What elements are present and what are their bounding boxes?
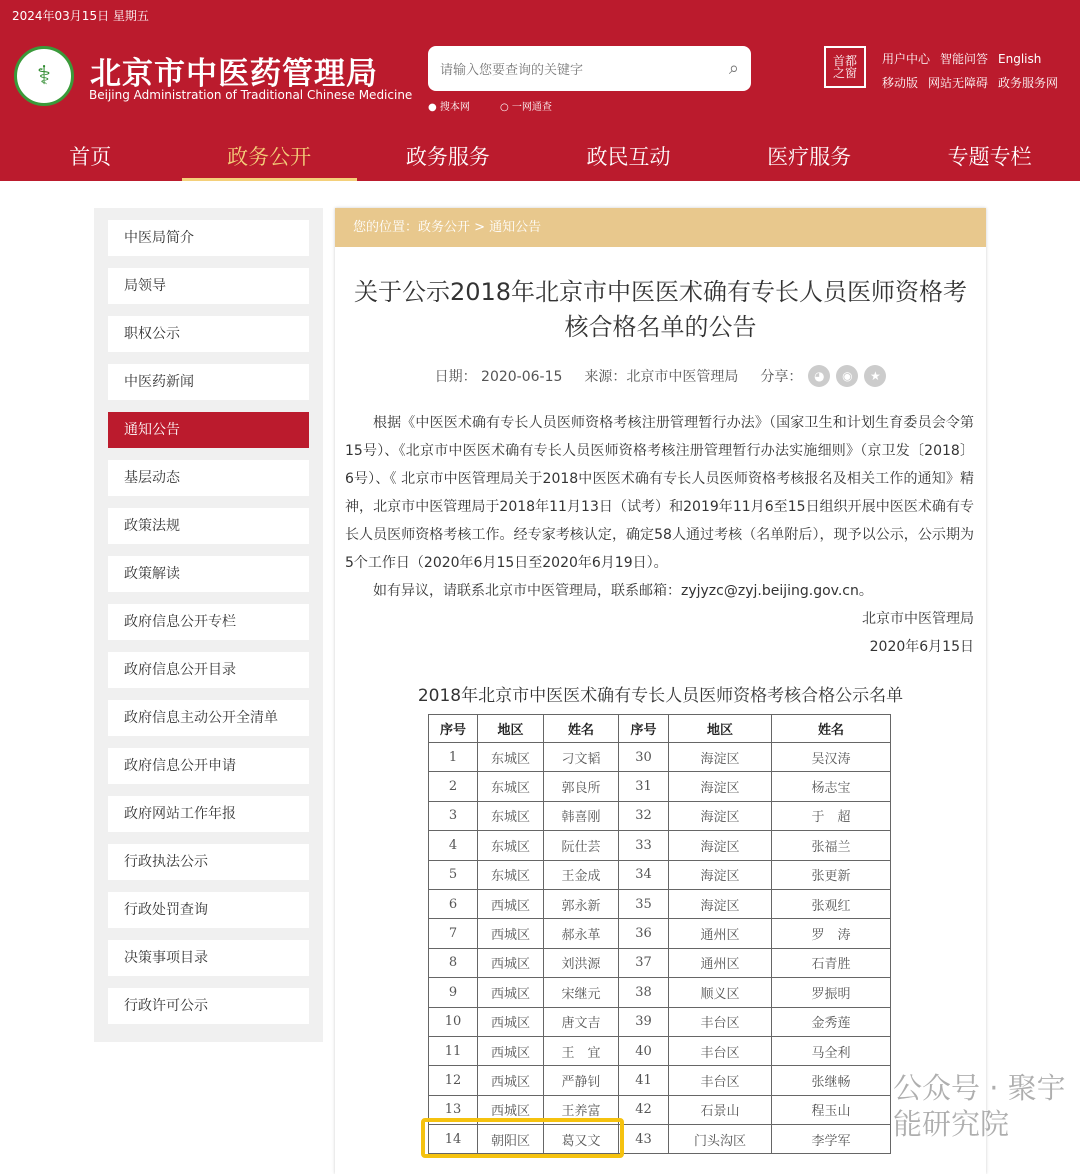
- table-cell: 丰台区: [669, 1036, 772, 1065]
- table-cell: 刘洪源: [544, 948, 619, 977]
- link-mobile[interactable]: 移动版: [882, 76, 919, 90]
- wechat-icon[interactable]: ◕: [808, 365, 830, 387]
- nav-special[interactable]: 专题专栏: [947, 145, 1032, 169]
- table-cell: 海淀区: [669, 772, 772, 801]
- favorite-icon[interactable]: ★: [864, 365, 886, 387]
- table-cell: 14: [429, 1125, 478, 1154]
- search-placeholder: 请输入您要查询的关键字: [440, 63, 584, 78]
- column-header: 序号: [429, 715, 478, 743]
- table-row: [429, 743, 891, 772]
- table-cell: 张观红: [772, 889, 891, 918]
- table-cell: 东城区: [478, 772, 544, 801]
- table-cell: 东城区: [478, 831, 544, 860]
- site-subtitle: Beijing Administration of Traditional Chinese Medicine: [89, 88, 413, 102]
- sidebar-item[interactable]: 政府信息公开专栏: [108, 604, 309, 640]
- sidebar-item[interactable]: 中医药新闻: [108, 364, 309, 400]
- table-cell: 罗 涛: [772, 919, 891, 948]
- watermark: 公众号 · 聚宇能研究院: [893, 1071, 1066, 1141]
- table-cell: 海淀区: [669, 743, 772, 772]
- table-cell: 33: [619, 831, 669, 860]
- table-cell: 罗振明: [772, 978, 891, 1007]
- nav-gov-service[interactable]: 政务服务: [405, 145, 490, 169]
- breadcrumb: 您的位置：政务公开 > 通知公告: [335, 208, 986, 247]
- radio-this-site-label: 搜本网: [439, 102, 470, 113]
- article-source: 来源：北京市中医管理局: [584, 369, 739, 385]
- table-cell: 西城区: [478, 1007, 544, 1036]
- sidebar-item[interactable]: 基层动态: [108, 460, 309, 496]
- table-cell: 5: [429, 860, 478, 889]
- table-cell: 12: [429, 1066, 478, 1095]
- tcm-logo-icon[interactable]: ⚕: [14, 46, 74, 106]
- column-header: 序号: [619, 715, 669, 743]
- sidebar-item[interactable]: 政府网站工作年报: [108, 796, 309, 832]
- table-cell: 金秀莲: [772, 1007, 891, 1036]
- header: [0, 0, 1080, 181]
- header-row: [429, 715, 891, 743]
- table-cell: 李学军: [772, 1125, 891, 1154]
- table-cell: 东城区: [478, 801, 544, 830]
- link-service[interactable]: 政务服务网: [998, 76, 1059, 90]
- table-cell: 西城区: [478, 948, 544, 977]
- table-cell: 海淀区: [669, 889, 772, 918]
- table-cell: 40: [619, 1036, 669, 1065]
- nav-interaction[interactable]: 政民互动: [586, 145, 671, 169]
- table-cell: 海淀区: [669, 831, 772, 860]
- nav-home[interactable]: 首页: [69, 145, 112, 169]
- table-cell: 郝永革: [544, 919, 619, 948]
- paragraph: 根据《中医医术确有专长人员医师资格考核注册管理暂行办法》（国家卫生和计划生育委员会令第15号）、《北京市中医医术确有专长人员医师资格考核注册管理暂行办法实施细则》（京卫发〔2018〕6号）、《 北京市中医管理局关于2018中医医术确有专长人员医师资格考核报名及相关工作的通知》精神，北京市中医管理局于2018年11月13日（试考）和2019年11月6至15日组织开展中医医术确有专长人员医师资格考核工作。经专家考核认定，确定58人通过考核（名单附后），现予以公示，公示期为5个工作日（2020年6月15日至2020年6月19日）。: [345, 415, 974, 571]
- table-cell: 海淀区: [669, 801, 772, 830]
- table-row: [429, 1125, 891, 1154]
- table-cell: 西城区: [478, 1095, 544, 1124]
- sidebar-item[interactable]: 决策事项目录: [108, 940, 309, 976]
- table-cell: 张福兰: [772, 831, 891, 860]
- table-cell: 36: [619, 919, 669, 948]
- sidebar-item[interactable]: 政策法规: [108, 508, 309, 544]
- table-cell: 7: [429, 919, 478, 948]
- column-header: 地区: [478, 715, 544, 743]
- table-row: [429, 889, 891, 918]
- table-cell: 8: [429, 948, 478, 977]
- table-cell: 西城区: [478, 978, 544, 1007]
- table-row: [429, 1007, 891, 1036]
- table-cell: 郭良所: [544, 772, 619, 801]
- table-cell: 3: [429, 801, 478, 830]
- table-cell: 郭永新: [544, 889, 619, 918]
- table-cell: 张继畅: [772, 1066, 891, 1095]
- table-cell: 顺义区: [669, 978, 772, 1007]
- nav-medical[interactable]: 医疗服务: [767, 145, 852, 169]
- table-cell: 13: [429, 1095, 478, 1124]
- table-cell: 刁文韬: [544, 743, 619, 772]
- table-cell: 严静钊: [544, 1066, 619, 1095]
- article-title: 关于公示2018年北京市中医医术确有专长人员医师资格考核合格名单的公告: [353, 278, 968, 341]
- table-cell: 宋继元: [544, 978, 619, 1007]
- table-cell: 2: [429, 772, 478, 801]
- table-cell: 41: [619, 1066, 669, 1095]
- article: [335, 208, 986, 1174]
- table-cell: 38: [619, 978, 669, 1007]
- table-cell: 西城区: [478, 1066, 544, 1095]
- signature-date: 2020年6月15日: [869, 639, 974, 655]
- table-cell: 西城区: [478, 919, 544, 948]
- table-cell: 42: [619, 1095, 669, 1124]
- table-wrapper: [428, 714, 890, 1154]
- column-header: 姓名: [772, 715, 891, 743]
- column-header: 姓名: [544, 715, 619, 743]
- sidebar-item[interactable]: 行政许可公示: [108, 988, 309, 1024]
- table-cell: 35: [619, 889, 669, 918]
- table-cell: 葛又文: [544, 1125, 619, 1154]
- table-row: [429, 831, 891, 860]
- table-cell: 通州区: [669, 919, 772, 948]
- sidebar-item[interactable]: 通知公告: [108, 412, 309, 448]
- table-cell: 通州区: [669, 948, 772, 977]
- contact-paragraph: 如有异议，请联系北京市中医管理局，联系邮箱：zyjyzc@zyj.beijing.gov.cn。: [373, 583, 873, 599]
- table-cell: 丰台区: [669, 1066, 772, 1095]
- search-icon[interactable]: ⌕: [728, 58, 739, 79]
- table-title: 2018年北京市中医医术确有专长人员医师资格考核合格公示名单: [417, 686, 904, 706]
- table-cell: 西城区: [478, 889, 544, 918]
- table-cell: 32: [619, 801, 669, 830]
- table-cell: 6: [429, 889, 478, 918]
- signature: 北京市中医管理局: [862, 611, 974, 627]
- sidebar-item[interactable]: 中医局简介: [108, 220, 309, 256]
- table-cell: 31: [619, 772, 669, 801]
- table-row: [429, 772, 891, 801]
- sidebar-item[interactable]: 政府信息公开目录: [108, 652, 309, 688]
- table-cell: 1: [429, 743, 478, 772]
- table-cell: 11: [429, 1036, 478, 1065]
- column-header: 地区: [669, 715, 772, 743]
- table-row: [429, 919, 891, 948]
- table-cell: 10: [429, 1007, 478, 1036]
- table-cell: 王养富: [544, 1095, 619, 1124]
- radio-all-sites-label: 一网通查: [511, 102, 552, 113]
- table-cell: 杨志宝: [772, 772, 891, 801]
- table-cell: 石景山: [669, 1095, 772, 1124]
- table-cell: 43: [619, 1125, 669, 1154]
- table-cell: 30: [619, 743, 669, 772]
- table-cell: 朝阳区: [478, 1125, 544, 1154]
- sidebar-item[interactable]: 政策解读: [108, 556, 309, 592]
- capital-window-logo[interactable]: 首都 之窗: [824, 46, 866, 88]
- table-cell: 石青胜: [772, 948, 891, 977]
- results-table: [428, 714, 891, 1154]
- table-cell: 9: [429, 978, 478, 1007]
- table-row: [429, 801, 891, 830]
- table-cell: 西城区: [478, 1036, 544, 1065]
- table-cell: 东城区: [478, 860, 544, 889]
- article-date: 日期： 2020-06-15: [434, 369, 563, 385]
- sidebar-item[interactable]: 职权公示: [108, 316, 309, 352]
- sidebar-item[interactable]: 局领导: [108, 268, 309, 304]
- table-row: [429, 860, 891, 889]
- link-accessibility[interactable]: 网站无障碍: [928, 76, 989, 90]
- sidebar-item[interactable]: 行政执法公示: [108, 844, 309, 880]
- table-cell: 王 宜: [544, 1036, 619, 1065]
- table-cell: 张更新: [772, 860, 891, 889]
- weibo-icon[interactable]: ◉: [836, 365, 858, 387]
- table-cell: 韩喜刚: [544, 801, 619, 830]
- site-title: 北京市中医药管理局: [90, 56, 378, 92]
- table-row: [429, 1095, 891, 1124]
- table-cell: 吴汉涛: [772, 743, 891, 772]
- radio-this-site[interactable]: ● 搜本网: [428, 102, 470, 113]
- table-cell: 丰台区: [669, 1007, 772, 1036]
- link-qa[interactable]: 智能问答: [940, 52, 989, 66]
- nav-gov-affairs[interactable]: 政务公开: [182, 133, 357, 181]
- share-label: 分享：: [760, 369, 803, 385]
- radio-all-sites[interactable]: ○ 一网通查: [500, 102, 552, 113]
- link-english[interactable]: English: [998, 52, 1042, 66]
- table-cell: 门头沟区: [669, 1125, 772, 1154]
- main-nav: [0, 133, 1080, 181]
- table-cell: 37: [619, 948, 669, 977]
- table-cell: 阮仕芸: [544, 831, 619, 860]
- sidebar-item[interactable]: 政府信息主动公开全清单: [108, 700, 309, 736]
- sidebar-item[interactable]: 政府信息公开申请: [108, 748, 309, 784]
- table-cell: 于 超: [772, 801, 891, 830]
- table-cell: 唐文吉: [544, 1007, 619, 1036]
- table-cell: 4: [429, 831, 478, 860]
- sidebar: [94, 208, 323, 1042]
- table-cell: 程玉山: [772, 1095, 891, 1124]
- table-cell: 王金成: [544, 860, 619, 889]
- link-user-center[interactable]: 用户中心: [882, 52, 931, 66]
- date: 2024年03月15日 星期五: [12, 9, 149, 23]
- table-cell: 34: [619, 860, 669, 889]
- table-cell: 海淀区: [669, 860, 772, 889]
- table-cell: 东城区: [478, 743, 544, 772]
- table-row: [429, 1066, 891, 1095]
- table-cell: 马全利: [772, 1036, 891, 1065]
- table-row: [429, 978, 891, 1007]
- sidebar-item[interactable]: 行政处罚查询: [108, 892, 309, 928]
- table-row: [429, 948, 891, 977]
- table-cell: 39: [619, 1007, 669, 1036]
- search-input[interactable]: [428, 46, 751, 91]
- table-row: [429, 1036, 891, 1065]
